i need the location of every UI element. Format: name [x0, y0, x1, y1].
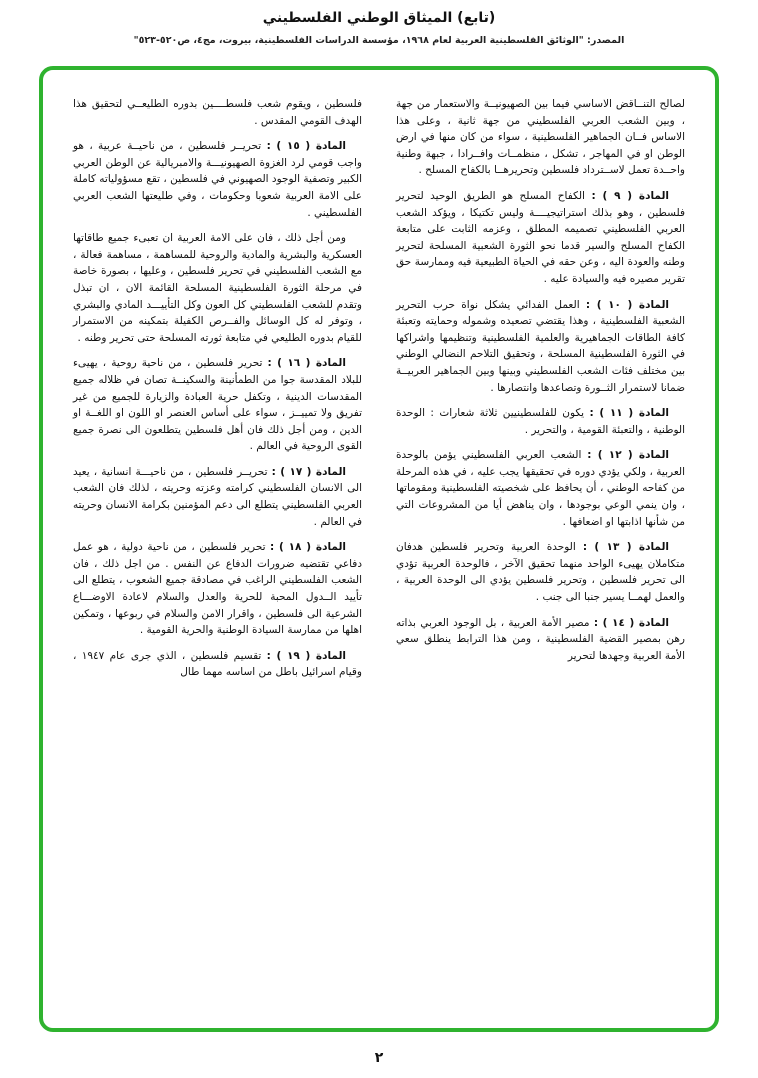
paragraph	[73, 230, 362, 346]
article-label: المادة ( ١٠ ) :	[585, 298, 669, 311]
article-paragraph	[73, 138, 362, 221]
article-label: المادة ( ١١ ) :	[589, 407, 669, 420]
article-label: المادة ( ١٥ ) :	[266, 140, 347, 153]
article-label: المادة ( ٩ ) :	[591, 189, 669, 202]
article-label: المادة ( ١٩ ) :	[266, 649, 346, 662]
paragraph	[73, 96, 362, 129]
paragraph-text: فلسطين ، ويقوم شعب فلسطــــين بدوره الطليعــي لتحقيق هذا الهدف القومي المقدس .	[73, 98, 362, 127]
article-text: يكون للفلسطينيين ثلاثة شعارات : الوحدة الوطنية ، والتعبئة القومية ، والتحرير .	[396, 407, 685, 436]
article-label: المادة ( ١٤ ) :	[593, 616, 669, 629]
article-paragraph	[396, 447, 685, 530]
article-label: المادة ( ١٨ ) :	[270, 541, 346, 554]
article-label: المادة ( ١٢ ) :	[587, 449, 669, 462]
article-text: مصير الأمة العربية ، بل الوجود العربي بذاته رهن بمصير القضية الفلسطينية ، ومن هذا الترابط ينطلق سعي الأمة العربية وجهدها لتحرير	[396, 616, 685, 662]
paragraph-text: ومن أجل ذلك ، فان على الامة العربية ان تعبىء جميع طاقاتها العسكرية والبشرية والمادية والروحية للمساهمة ، مساهمة فعالة ، مع الشعب الفلسطيني في تحرير فلسطين ، وعليها ، بصورة خاصة في مرحلة الثورة الفلسطينية المسلحة القائمة الان ، ان تبذل وتقدم للشعب الفلسطيني كل العون وكل التأييـــد المادي والبشري ، وتوفر له كل الوسائل والفــرص الكفيلة بتمكينه من الاستمرار للقيام بدوره الطليعي في متابعة ثورته المسلحة حتى تحرير وطنه .	[73, 232, 362, 344]
article-text: الكفاح المسلح هو الطريق الوحيد لتحرير فلسطين ، وهو بذلك استراتيجيــــة وليس تكتيكا ، ويؤكد الشعب العربي الفلسطيني تصميمه المطلق ، وعزمه الثابت على متابعة الكفاح المسلح والسير قدما نحو الثورة الشعبية المسلحة لتحرير وطنه والعودة اليه ، وعن حقه في الحياة الطبيعية فيه وممارسة حق تقرير مصيره فيه والسيادة عليه .	[396, 189, 685, 285]
page-header	[0, 10, 758, 46]
article-text: تحرير فلسطين ، من ناحية روحية ، يهيىء للبلاد المقدسة جوا من الطمأنينة والسكينــة تصان في ظلاله جميع المقدسات الدينية ، وتكفل حرية العبادة والزيارة للجميع من غير تفريق ولا تمييــز ، سواء على أساس العنصر او اللون او اللغــة او الدين ، ومن أجل ذلك فان أهل فلسطين يتطلعون الى نصرة جميع القوى الروحية في العالم .	[73, 357, 362, 453]
article-text: تحريــر فلسطين ، من ناحيـــة انسانية ، يعيد الى الانسان الفلسطيني كرامته وعزته وحريته ، لذلك فان الشعب العربي الفلسطيني يتطلع الى دعم المؤمنين بكرامة الانسان وحريته في العالم .	[73, 465, 362, 528]
article-text: الوحدة العربية وتحرير فلسطين هدفان متكاملان يهيىء الواحد منهما تحقيق الآخر ، فالوحدة العربية تؤدي الى تحرير فلسطين ، وتحرير فلسطين يؤدي الى الوحدة العربية ، والعمل لهمــا يسير جنبا الى جنب .	[396, 541, 685, 604]
article-label: المادة ( ١٧ ) :	[271, 465, 346, 478]
article-paragraph	[396, 188, 685, 288]
paragraph-text: لصالح التنــاقض الاساسي فيما بين الصهيونيــة والاستعمار من جهة ، وبين الشعب العربي الفلسطيني من جهة ثانية ، وعلى هذا الاساس فــان الجماهير الفلسطينية ، سواء من كان منها في ارض الوطن او في المهاجر ، تشكل ، منظمــات وافــرادا ، جبهة وطنية واحــدة تعمل لاســترداد فلسطين وتحريرهــا بالكفاح المسلح .	[396, 98, 685, 177]
paragraph	[396, 96, 685, 179]
charter-text-frame	[39, 66, 719, 1032]
column-left	[73, 96, 362, 1002]
article-text: العمل الفدائي يشكل نواة حرب التحرير الشعبية الفلسطينية ، وهذا يقتضي تصعيده وشموله وحمايته وتعبئة كافة الطاقات الجماهيرية والعلمية الفلسطينية وتنظيمها واشراكها في الثورة الفلسطينية المسلحة ، وتحقيق التلاحم النضالي الوطني بين مختلف فئات الشعب الفلسطيني وبينها وبين الجماهير العربيــة ضمانا لاستمرار الثــورة وتصاعدها وانتصارها .	[396, 298, 685, 394]
article-paragraph	[396, 539, 685, 605]
column-right	[396, 96, 685, 1002]
article-paragraph	[396, 297, 685, 397]
text-columns	[73, 96, 685, 1002]
article-paragraph	[73, 539, 362, 639]
article-paragraph	[73, 355, 362, 455]
source-citation: المصدر: "الوثائق الفلسطينية العربية لعام ١٩٦٨، مؤسسة الدراسات الفلسطينية، بيروت، مج٤، ص٥٢٠-٥٢٣"	[133, 35, 625, 46]
article-paragraph	[396, 405, 685, 438]
article-paragraph	[73, 464, 362, 530]
document-title: (تابع) الميثاق الوطني الفلسطيني	[262, 10, 496, 26]
article-label: المادة ( ١٦ ) :	[267, 357, 346, 370]
article-paragraph	[396, 615, 685, 665]
article-paragraph	[73, 648, 362, 681]
article-text: تقسيم فلسطين ، الذي جرى عام ١٩٤٧ ، وقيام اسرائيل باطل من اساسه مهما طال	[73, 649, 362, 679]
article-text: الشعب العربي الفلسطيني يؤمن بالوحدة العربية ، ولكي يؤدي دوره في تحقيقها يجب عليه ، في هذه المرحلة من كفاحه الوطني ، أن يحافظ على شخصيته الفلسطينية ومقوماتها ، وان ينمي الوعي بوجودها ، وان يناهض أيا من المشروعات التي من شأنها اذابتها او اضعافها .	[396, 449, 685, 528]
article-label: المادة ( ١٣ ) :	[582, 541, 669, 554]
article-text: تحريــر فلسطين ، من ناحيــة عربية ، هو واجب قومي لرد الغزوة الصهيونيـــة والامبريالية عن الوطن العربي الكبير وتصفية الوجود الصهيوني في فلسطين ، تقع مسؤولياته كاملة على الامة العربية شعوبا وحكومات ، وفي طليعتها الشعب العربي الفلسطيني .	[73, 140, 362, 219]
article-text: تحرير فلسطين ، من ناحية دولية ، هو عمل دفاعي تقتضيه ضرورات الدفاع عن النفس . من اجل ذلك ، فان الشعب الفلسطيني الراغب في مصادقة جميع الشعوب ، يتطلع الى تأييد الــدول المحبة للحرية والعدل والسلام لاعادة الاوضـــاع الشرعية الى فلسطين ، واقرار الامن والسلام في ربوعها ، وتمكين اهلها من ممارسة السيادة الوطنية والحرية القومية .	[73, 541, 362, 637]
page-number: ٢	[374, 1050, 384, 1066]
